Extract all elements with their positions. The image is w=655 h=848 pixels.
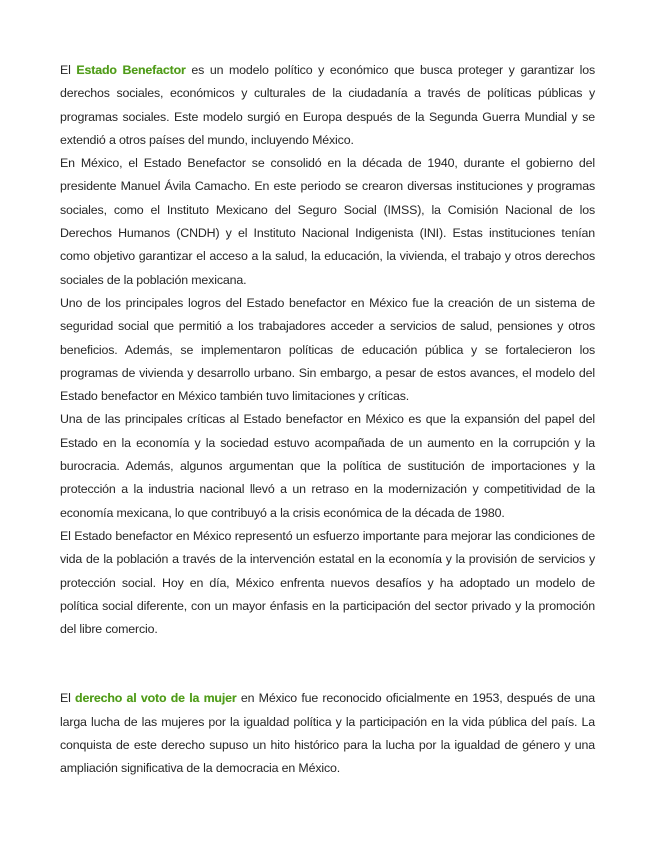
paragraph-intro-body: es un modelo político y económico que busca proteger y garantizar los derechos sociales, económicos y culturales de la ciudadanía a través de políticas públicas y programas sociales. Este modelo surgió en Europa después de la Segunda Guerra Mundial y se extendió a otros países del mundo, incluyendo México.: [60, 63, 595, 147]
paragraph-voto-body: en México fue reconocido oficialmente en 1953, después de una larga lucha de las mujeres por la igualdad política y la participación en la vida pública del país. La conquista de este derecho supuso un hito histórico para la lucha por la igualdad de género y una ampliación significativa de la democracia en México.: [60, 691, 596, 776]
paragraph-conclusion: El Estado benefactor en México representó un esfuerzo importante para mejorar las condiciones de vida de la población a través de la intervención estatal en la economía y la provisión de servicios y protección social. Hoy en día, México enfrenta nuevos desafíos y ha adoptado un modelo de política social diferente, con un mayor énfasis en la participación del sector privado y la promoción del libre comercio.: [60, 528, 595, 637]
document-body: [60, 59, 595, 781]
paragraph-voto-prefix: El: [60, 691, 76, 706]
highlight-estado-benefactor: Estado Benefactor: [76, 63, 186, 77]
highlight-derecho-voto-mujer: derecho al voto de la mujer: [75, 691, 237, 706]
paragraph-criticas: Una de las principales críticas al Estado benefactor en México es que la expansión del papel del Estado en la economía y la sociedad estuvo acompañada de un aumento en la corrupción y la burocracia. Además, algunos argumentan que la política de sustitución de importaciones y la protección a la industria nacional llevó a un retraso en la modernización y competitividad de la economía mexicana, lo que contribuyó a la crisis económica de la década de 1980.: [60, 412, 595, 520]
paragraph-logros: Uno de los principales logros del Estado benefactor en México fue la creación de un sistema de seguridad social que permitió a los trabajadores acceder a servicios de salud, pensiones y otros beneficios. Además, se implementaron políticas de educación pública y se fortalecieron los programas de vivienda y desarrollo urbano. Sin embargo, a pesar de estos avances, el modelo del Estado benefactor en México también tuvo limitaciones y críticas.: [60, 295, 595, 404]
paragraph-mexico-1940: En México, el Estado Benefactor se consolidó en la década de 1940, durante el gobierno del presidente Manuel Ávila Camacho. En este periodo se crearon diversas instituciones y programas sociales, como el Instituto Mexicano del Seguro Social (IMSS), la Comisión Nacional de los Derechos Humanos (CNDH) y el Instituto Nacional Indigenista (INI). Estas instituciones tenían como objetivo garantizar el acceso a la salud, la educación, la vivienda, el trabajo y otros derechos sociales de la población mexicana.: [60, 156, 595, 287]
paragraph-voto-mujer: [60, 687, 595, 780]
section-voto-mujer: [60, 687, 595, 780]
paragraph-intro: [60, 59, 595, 152]
section-spacer: [60, 641, 595, 687]
section-estado-benefactor: [60, 59, 595, 641]
paragraph-intro-prefix: El: [60, 63, 77, 77]
